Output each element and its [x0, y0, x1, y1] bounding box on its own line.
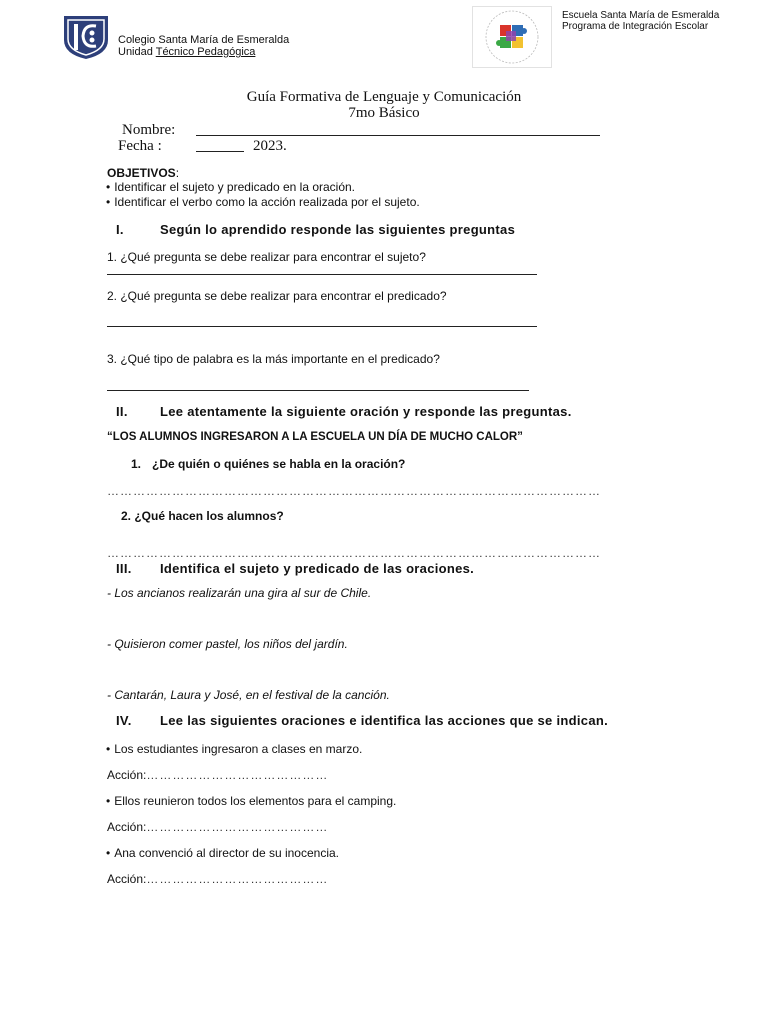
- action-answer-3[interactable]: ……………………………………: [146, 872, 329, 886]
- section-2-question-1-text: ¿De quién o quiénes se habla en la oración?: [152, 457, 406, 471]
- unit-line: [118, 46, 255, 58]
- section-4-title: Lee las siguientes oraciones e identifica las acciones que se indican.: [160, 713, 608, 728]
- action-row-3: [107, 872, 328, 886]
- answer-line-2[interactable]: [107, 326, 537, 327]
- section-4-heading: [116, 713, 608, 728]
- right-header-line2: Programa de Integración Escolar: [562, 21, 709, 32]
- quoted-sentence: “LOS ALUMNOS INGRESARON A LA ESCUELA UN DÍA DE MUCHO CALOR”: [107, 431, 523, 443]
- section-1-title: Según lo aprendido responde las siguientes preguntas: [160, 222, 516, 237]
- action-answer-1[interactable]: ……………………………………: [146, 768, 329, 782]
- section-3-heading: [116, 561, 474, 576]
- objective-item: • Identificar el verbo como la acción realizada por el sujeto.: [106, 195, 420, 209]
- sentence-4-3: • Ana convenció al director de su inocencia.: [106, 846, 339, 860]
- section-2-question-1: [131, 457, 405, 471]
- action-row-1: [107, 768, 328, 782]
- sentence-3-1: - Los ancianos realizarán una gira al sur de Chile.: [107, 586, 372, 600]
- section-2-question-1-number: 1.: [131, 457, 142, 471]
- section-1-number: I.: [116, 222, 124, 237]
- sentence-4-2: • Ellos reunieron todos los elementos para el camping.: [106, 794, 396, 808]
- section-3-number: III.: [116, 561, 132, 576]
- document-title: Guía Formativa de Lenguaje y Comunicación: [246, 89, 522, 105]
- answer-line-1[interactable]: [107, 274, 537, 275]
- sentence-4-1: • Los estudiantes ingresaron a clases en marzo.: [106, 742, 362, 756]
- answer-line-3[interactable]: [107, 390, 529, 391]
- action-label: Acción:: [107, 872, 147, 886]
- section-4-number: IV.: [116, 713, 132, 728]
- section-2-question-2: 2. ¿Qué hacen los alumnos?: [121, 509, 284, 523]
- name-field[interactable]: [196, 135, 600, 136]
- school-crest-logo: [62, 14, 110, 60]
- name-label: Nombre:: [122, 122, 176, 138]
- integration-program-logo: [472, 6, 552, 68]
- objectives-heading: [107, 166, 179, 180]
- section-2-heading: [116, 404, 572, 419]
- question-1: 1. ¿Qué pregunta se debe realizar para encontrar el sujeto?: [107, 250, 426, 264]
- section-3-title: Identifica el sujeto y predicado de las oraciones.: [160, 561, 475, 576]
- answer-dots-1[interactable]: ……………………………………………………………………………………………………: [107, 484, 601, 498]
- section-1-heading: [116, 222, 515, 237]
- school-name: Colegio Santa María de Esmeralda: [118, 34, 290, 46]
- section-2-title: Lee atentamente la siguiente oración y responde las preguntas.: [160, 404, 572, 419]
- date-field[interactable]: [196, 151, 244, 152]
- date-label: Fecha :: [118, 138, 162, 154]
- action-answer-2[interactable]: ……………………………………: [146, 820, 329, 834]
- question-3: 3. ¿Qué tipo de palabra es la más importante en el predicado?: [107, 352, 440, 366]
- unit-name: Técnico Pedagógica: [155, 46, 256, 58]
- grade-subtitle: 7mo Básico: [348, 105, 420, 121]
- objectives-label: OBJETIVOS: [107, 166, 176, 180]
- unit-prefix: Unidad: [118, 46, 156, 58]
- objectives-colon: :: [175, 166, 180, 180]
- date-year: 2023.: [253, 138, 287, 154]
- sentence-3-2: - Quisieron comer pastel, los niños del jardín.: [107, 637, 348, 651]
- right-header-line1: Escuela Santa María de Esmeralda: [562, 10, 720, 21]
- action-label: Acción:: [107, 820, 147, 834]
- objective-item: • Identificar el sujeto y predicado en la oración.: [106, 180, 355, 194]
- action-row-2: [107, 820, 328, 834]
- sentence-3-3: - Cantarán, Laura y José, en el festival de la canción.: [107, 688, 390, 702]
- question-2: 2. ¿Qué pregunta se debe realizar para encontrar el predicado?: [107, 289, 447, 303]
- action-label: Acción:: [107, 768, 147, 782]
- answer-dots-2[interactable]: ……………………………………………………………………………………………………: [107, 546, 601, 560]
- section-2-number: II.: [116, 404, 128, 419]
